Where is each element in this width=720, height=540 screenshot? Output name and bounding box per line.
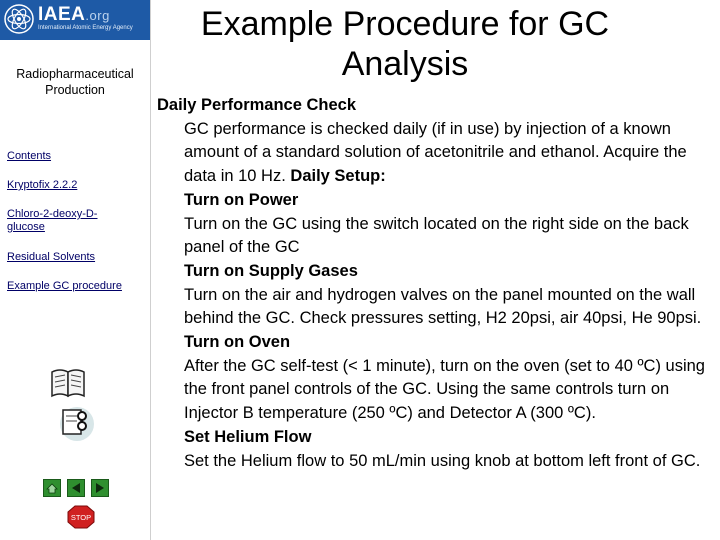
link-residual-solvents[interactable]: Residual Solvents [7,251,96,263]
procedure-content [157,94,717,473]
forward-arrow-icon [92,480,108,496]
intro-paragraph: GC performance is checked daily (if in use) by injection of a known amount of a standard solution of acetonitrile and ethanol. Acquire the data in 10 Hz. Daily Setup: [184,119,687,186]
home-icon [44,480,60,496]
link-kryptofix[interactable]: Kryptofix 2.2.2 [7,179,78,191]
step-text: Turn on the air and hydrogen valves on the panel mounted on the wall behind the GC. Check pressures setting, H2 20psi, air 40psi, He 90psi. [184,285,702,328]
sidebar-title: Radiopharmaceutical Production [16,67,134,97]
step-title: Turn on Oven [184,333,291,352]
step-text: After the GC self-test (< 1 minute), turn on the oven (set to 40 ºC) using the front panel controls of the GC. Using the same controls turn on Injector B temperature (250 ºC) and Detector A (300 ºC). [184,356,705,423]
back-arrow-icon [68,480,84,496]
section-heading: Daily Performance Check [157,96,357,114]
step-title: Set Helium Flow [184,427,312,446]
sidebar [0,0,151,540]
link-contents[interactable]: Contents [7,150,52,162]
iaea-logo [0,0,150,40]
atom-emblem-icon [4,4,34,34]
notes-glasses-icon [55,402,95,442]
book-reading-icon [48,364,88,400]
link-example-gc-procedure[interactable]: Example GC procedure [7,280,122,292]
link-chloro-deoxy-glucose[interactable]: Chloro-2-deoxy-D-glucose [7,208,98,233]
step-title: Turn on Power [184,190,299,209]
back-button[interactable] [67,479,85,497]
logo-subtitle: International Atomic Energy Agency [38,25,133,31]
home-button[interactable] [43,479,61,497]
stop-button[interactable] [67,505,95,529]
stop-label: STOP [70,513,92,522]
step-title: Turn on Supply Gases [184,261,358,280]
logo-name: IAEA.org [38,4,110,25]
page-title: Example Procedure for GC Analysis [200,5,610,83]
step-text: Set the Helium flow to 50 mL/min using knob at bottom left front of GC. [184,451,701,470]
step-text: Turn on the GC using the switch located on the right side on the back panel of the GC [184,214,689,257]
forward-button[interactable] [91,479,109,497]
